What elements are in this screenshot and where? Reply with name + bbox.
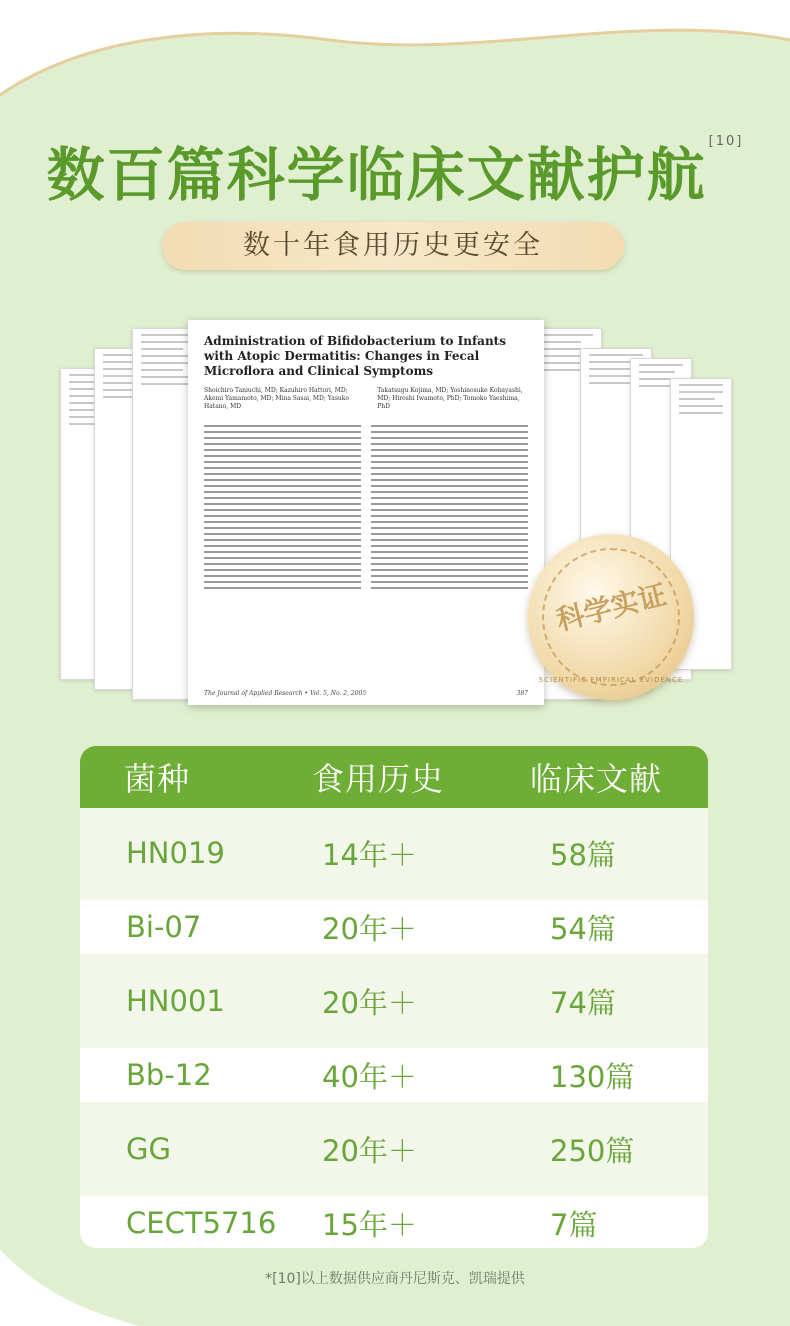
literature-cell: 130篇 bbox=[550, 1059, 635, 1094]
header-literature: 临床文献 bbox=[530, 760, 663, 798]
paper-body bbox=[204, 421, 528, 593]
paper-journal: The Journal of Applied Research • Vol. 5, No. 2, 2005 bbox=[204, 690, 367, 697]
science-seal bbox=[528, 534, 694, 700]
strain-cell: CECT5716 bbox=[126, 1206, 277, 1240]
strain-cell: Bi-07 bbox=[126, 910, 202, 944]
featured-paper bbox=[188, 320, 544, 705]
table-header bbox=[80, 746, 708, 808]
page-title: 数百篇科学临床文献护航 [10] bbox=[46, 133, 744, 209]
table-row bbox=[80, 974, 708, 1028]
table-row bbox=[80, 1048, 708, 1102]
seal-label: 科学实证 bbox=[553, 577, 670, 638]
strain-cell: HN001 bbox=[126, 984, 225, 1018]
paper-authors-left: Shoichiro Taniuchi, MD; Kazuhiro Hattori, MD; Akemi Yamamoto, MD; Mina Sasai, MD; Yasuko Hatano, MD bbox=[204, 387, 350, 410]
literature-cell: 74篇 bbox=[550, 985, 616, 1020]
history-cell: 20年＋ bbox=[322, 985, 417, 1020]
strain-cell: GG bbox=[126, 1132, 171, 1166]
header-strain: 菌种 bbox=[124, 760, 191, 798]
table-row bbox=[80, 900, 708, 954]
history-cell: 15年＋ bbox=[322, 1207, 417, 1242]
table-row bbox=[80, 1196, 708, 1248]
header-history: 食用历史 bbox=[312, 760, 445, 798]
literature-cell: 7篇 bbox=[550, 1207, 598, 1242]
subtitle-badge: 数十年食用历史更安全 bbox=[162, 222, 624, 270]
source-footnote: *[10]以上数据供应商丹尼斯克、凯瑞提供 bbox=[265, 1271, 525, 1287]
paper-title: Administration of Bifidobacterium to Infants with Atopic Dermatitis: Changes in Fecal Microflora and Clinical Symptoms bbox=[204, 334, 506, 378]
history-cell: 20年＋ bbox=[322, 911, 417, 946]
history-cell: 14年＋ bbox=[322, 837, 417, 872]
paper-page: 387 bbox=[516, 690, 528, 697]
literature-cell: 250篇 bbox=[550, 1133, 635, 1168]
table-row bbox=[80, 826, 708, 880]
literature-cell: 54篇 bbox=[550, 911, 616, 946]
strain-cell: Bb-12 bbox=[126, 1058, 212, 1092]
history-cell: 20年＋ bbox=[322, 1133, 417, 1168]
seal-subtext: SCIENTIFIC EMPIRICAL EVIDENCE bbox=[538, 676, 684, 684]
history-cell: 40年＋ bbox=[322, 1059, 417, 1094]
paper-authors-right: Takatsugu Kojima, MD; Yoshinosuke Kobayashi, MD; Hiroshi Iwamoto, PhD; Tomoko Yaeshima, PhD bbox=[377, 387, 523, 410]
literature-cell: 58篇 bbox=[550, 837, 616, 872]
table-row bbox=[80, 1122, 708, 1176]
strain-cell: HN019 bbox=[126, 836, 225, 870]
reference-mark: [10] bbox=[708, 133, 744, 149]
strain-table bbox=[80, 746, 708, 1248]
